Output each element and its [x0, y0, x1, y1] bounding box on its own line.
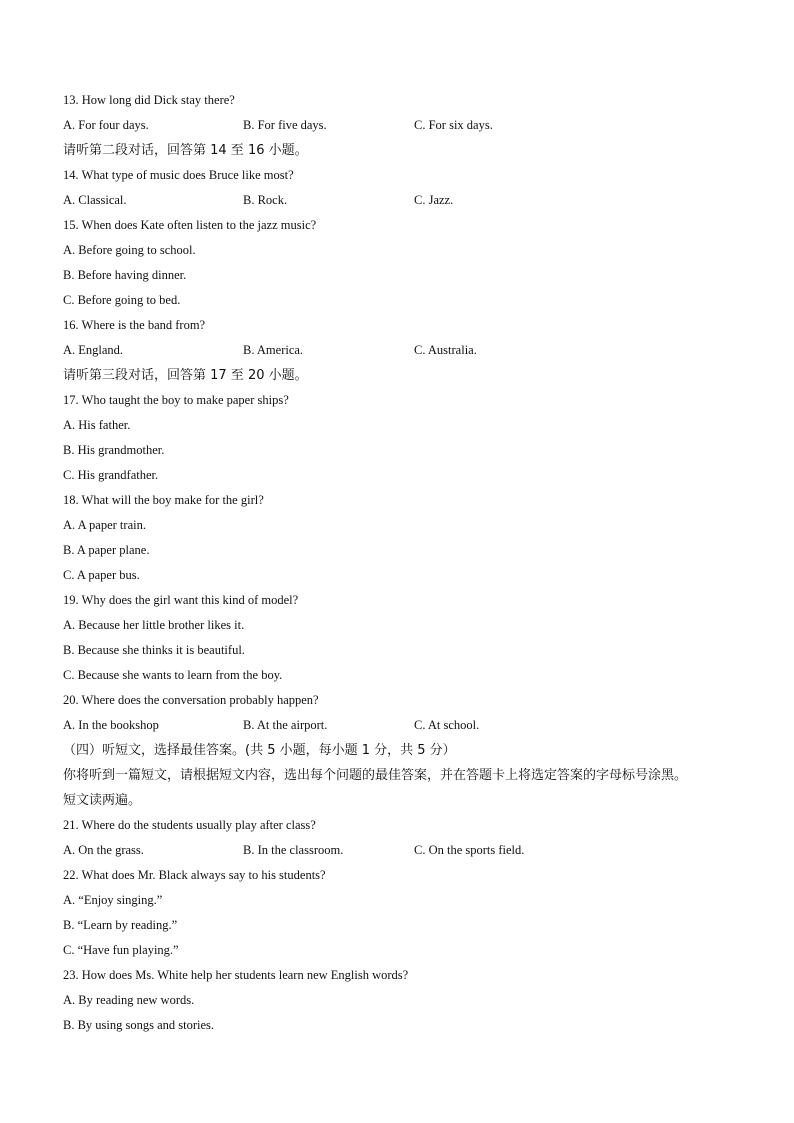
- question-20: 20. Where does the conversation probably happen?: [63, 693, 319, 707]
- question-15: 15. When does Kate often listen to the jazz music?: [63, 218, 317, 232]
- question-16-options: [63, 338, 753, 363]
- question-20-options: [63, 713, 753, 738]
- option-b: B. “Learn by reading.”: [63, 918, 178, 932]
- option-b: B. For five days.: [243, 118, 327, 132]
- option-b: B. Before having dinner.: [63, 268, 187, 282]
- question-13: 13. How long did Dick stay there?: [63, 93, 235, 107]
- part-4-instruction: 你将听到一篇短文，请根据短文内容，选出每个问题的最佳答案，并在答题卡上将选定答案的字母标号涂黑。: [63, 768, 688, 783]
- option-c: C. Before going to bed.: [63, 293, 181, 307]
- option-c: C. Jazz.: [414, 193, 454, 207]
- option-a: A. A paper train.: [63, 518, 146, 532]
- question-18: 18. What will the boy make for the girl?: [63, 493, 264, 507]
- section-2-instruction: 请听第二段对话，回答第 14 至 16 小题。: [63, 143, 308, 158]
- question-23: 23. How does Ms. White help her students learn new English words?: [63, 968, 409, 982]
- question-14-options: [63, 188, 753, 213]
- option-a: A. His father.: [63, 418, 131, 432]
- option-c: C. At school.: [414, 718, 480, 732]
- option-a: A. On the grass.: [63, 843, 144, 857]
- exam-page: [63, 88, 753, 1038]
- question-22: 22. What does Mr. Black always say to his students?: [63, 868, 326, 882]
- question-14: 14. What type of music does Bruce like most?: [63, 168, 294, 182]
- option-a: A. In the bookshop: [63, 718, 159, 732]
- option-b: B. In the classroom.: [243, 843, 344, 857]
- option-a: A. Classical.: [63, 193, 127, 207]
- option-b: B. Because she thinks it is beautiful.: [63, 643, 245, 657]
- option-a: A. Before going to school.: [63, 243, 196, 257]
- option-b: B. Rock.: [243, 193, 288, 207]
- section-3-instruction: 请听第三段对话，回答第 17 至 20 小题。: [63, 368, 308, 383]
- option-b: B. At the airport.: [243, 718, 328, 732]
- option-a: A. By reading new words.: [63, 993, 195, 1007]
- question-21: 21. Where do the students usually play after class?: [63, 818, 316, 832]
- question-16: 16. Where is the band from?: [63, 318, 206, 332]
- option-b: B. America.: [243, 343, 304, 357]
- question-13-options: [63, 113, 753, 138]
- question-17: 17. Who taught the boy to make paper ships?: [63, 393, 289, 407]
- option-b: B. His grandmother.: [63, 443, 165, 457]
- option-a: A. Because her little brother likes it.: [63, 618, 245, 632]
- option-b: B. By using songs and stories.: [63, 1018, 215, 1032]
- option-c: C. For six days.: [414, 118, 493, 132]
- option-c: C. His grandfather.: [63, 468, 159, 482]
- option-a: A. For four days.: [63, 118, 149, 132]
- option-c: C. “Have fun playing.”: [63, 943, 179, 957]
- option-a: A. “Enjoy singing.”: [63, 893, 163, 907]
- option-c: C. Because she wants to learn from the boy.: [63, 668, 283, 682]
- part-4-instruction-2: 短文读两遍。: [63, 793, 142, 808]
- option-c: C. On the sports field.: [414, 843, 525, 857]
- option-b: B. A paper plane.: [63, 543, 150, 557]
- option-c: C. A paper bus.: [63, 568, 140, 582]
- part-4-title: （四）听短文，选择最佳答案。(共 5 小题，每小题 1 分，共 5 分）: [63, 743, 456, 758]
- option-a: A. England.: [63, 343, 124, 357]
- question-19: 19. Why does the girl want this kind of model?: [63, 593, 299, 607]
- option-c: C. Australia.: [414, 343, 477, 357]
- question-21-options: [63, 838, 753, 863]
